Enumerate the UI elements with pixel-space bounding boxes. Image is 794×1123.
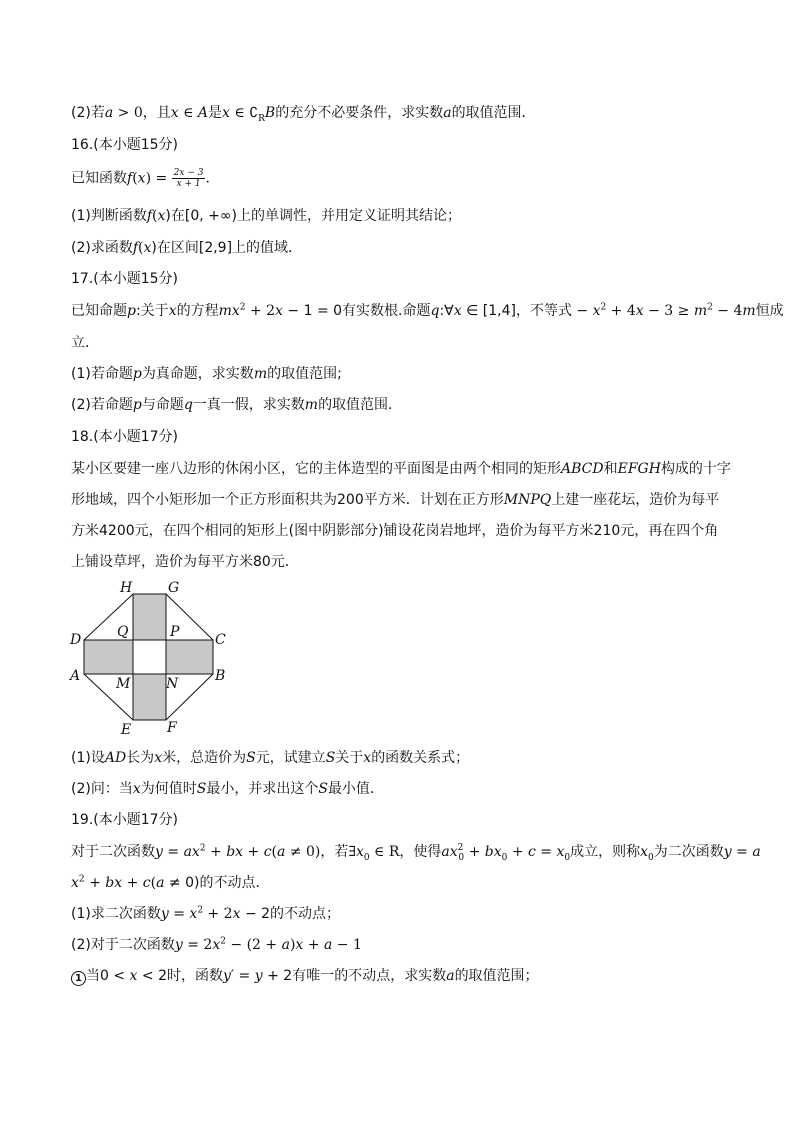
label-G: G: [168, 580, 180, 596]
problem-18-header: 18.(本小题17分): [71, 429, 179, 445]
square-mnpq: [133, 640, 166, 674]
problem-18-statement-1: 某小区要建一座八边形的休闲小区，它的主体造型的平面图是由两个相同的矩形ABCD和EFGH构成的十字: [71, 461, 731, 477]
octagon-figure: [66, 578, 246, 738]
circled-number: 1: [71, 971, 86, 986]
problem-18-statement-4: 上铺设草坪，造价为每平方米80元．: [71, 554, 299, 570]
label-C: C: [215, 632, 226, 648]
problem-17-statement-cont: 立．: [71, 335, 99, 351]
problem-19-statement-1: 对于二次函数$y = ax^2$ + bx + c(a ≠ 0)，若$\exists x_0$ ∈ R，使得$ax^2_0 + bx_0 + c = x_0$成立，则称$x_0$为二次函数y = a: [71, 843, 761, 863]
problem-17-statement: 已知命题p:关于x的方程$mx^2 + 2x - 1 = 0$有实数根.命题q:∀x ∈ [1,4]，不等式 − $x^2 + 4x - 3 \ge m^2 - 4m$恒成: [71, 302, 784, 319]
label-A: A: [70, 668, 81, 684]
problem-17-part-1: (1)若命题p为真命题，求实数m的取值范围;: [71, 366, 342, 382]
problem-17-header: 17.(本小题15分): [71, 271, 179, 287]
problem-16-part-1: (1)判断函数f(x)在[0, +∞)上的单调性，并用定义证明其结论；: [71, 208, 461, 224]
label-E: E: [121, 722, 132, 738]
label-B: B: [215, 668, 226, 684]
label-M: M: [116, 676, 131, 692]
problem-18-statement-2: 形地域，四个小矩形加一个正方形面积共为200平方米．计划在正方形MNPQ上建一座花坛，造价为每平: [71, 492, 720, 508]
label-P: P: [170, 624, 180, 640]
problem-18-statement-3: 方米4200元，在四个相同的矩形上(图中阴影部分)铺设花岗岩地坪，造价为每平方米210元，再在四个角: [71, 523, 719, 539]
label-H: H: [120, 580, 133, 596]
problem-19-statement-2: $x^2$ + bx + c(a ≠ 0)的不动点．: [71, 874, 270, 891]
problem-18-part-2: (2)问：当x为何值时S最小，并求出这个S最小值．: [71, 781, 384, 797]
label-D: D: [70, 632, 82, 648]
problem-16-header: 16.(本小题15分): [71, 137, 179, 153]
problem-19-part-2-sub-1: 1 当0 < x < 2时，函数y′ = y + 2有唯一的不动点，求实数a的取值范围；: [71, 966, 539, 986]
problem-16-part-2: (2)求函数f(x)在区间[2,9]上的值域．: [71, 240, 303, 256]
fraction: $\frac{2x - 3}{x + 1}$: [173, 168, 204, 189]
problem-17-part-2: (2)若命题p与命题q一真一假，求实数m的取值范围．: [71, 397, 403, 413]
problem-19-part-1: (1)求二次函数$y = x^2 + 2x - 2$的不动点；: [71, 905, 341, 922]
label-Q: Q: [117, 624, 129, 640]
problem-18-part-1: (1)设AD长为x米，总造价为S元，试建立S关于x的函数关系式；: [71, 750, 470, 766]
problem-19-header: 19.(本小题17分): [71, 812, 179, 828]
problem-19-part-2: (2)对于二次函数$y = 2x^2 - (2 + a)x + a - 1$: [71, 936, 362, 953]
problem-16-statement: 已知函数f(x) = $\frac{2x - 3}{x + 1}$ ．: [71, 168, 220, 189]
label-N: N: [166, 676, 179, 692]
label-F: F: [167, 720, 177, 736]
problem-15-part-2: (2)若a > 0，且x ∈ A是x ∈ $∁_RB$的充分不必要条件，求实数a的取值范围．: [71, 105, 536, 124]
